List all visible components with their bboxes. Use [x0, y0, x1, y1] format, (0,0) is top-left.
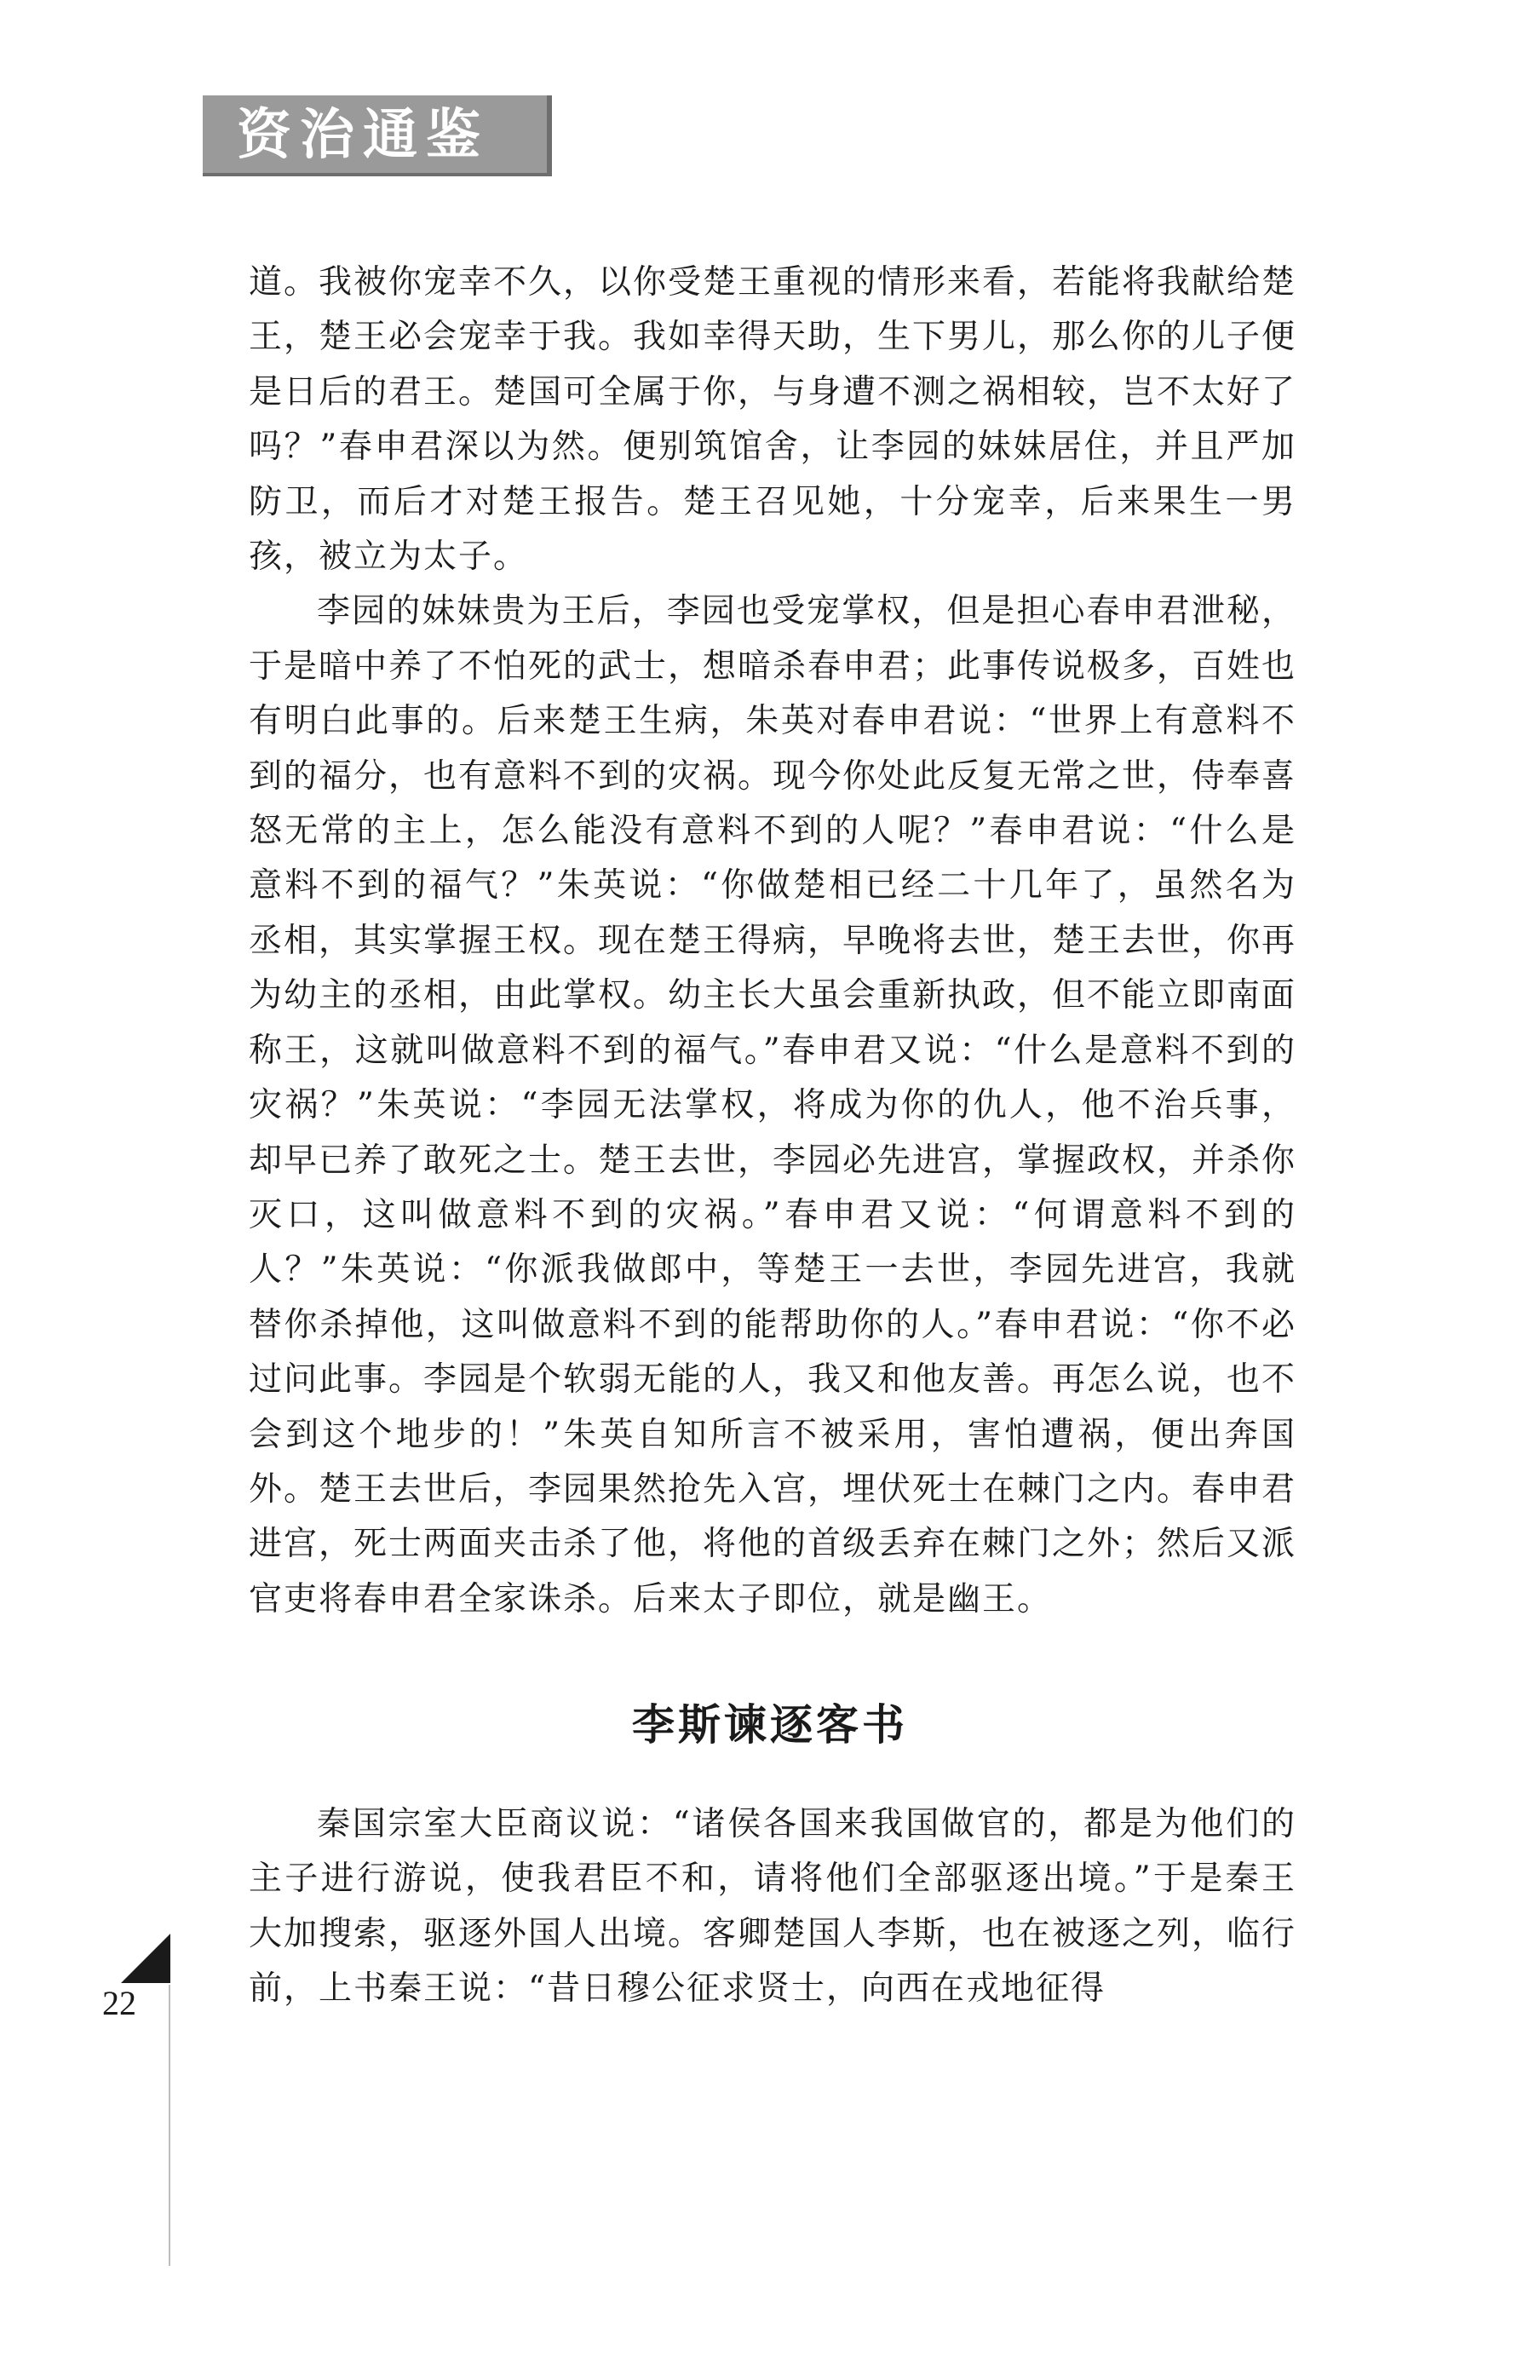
header-banner — [203, 95, 552, 176]
paragraph: 李园的妹妹贵为王后，李园也受宠掌权，但是担心春申君泄秘，于是暗中养了不怕死的武士，想暗杀春申君；此事传说极多，百姓也有明白此事的。后来楚王生病，朱英对春申君说：“世界上有意料不到的福分，也有意料不到的灾祸。现今你处此反复无常之世，侍奉喜怒无常的主上，怎么能没有意料不到的人呢？”春申君说：“什么是意料不到的福气？”朱英说：“你做楚相已经二十几年了，虽然名为丞相，其实掌握王权。现在楚王得病，早晚将去世，楚王去世，你再为幼主的丞相，由此掌权。幼主长大虽会重新执政，但不能立即南面称王，这就叫做意料不到的福气。”春申君又说：“什么是意料不到的灾祸？”朱英说：“李园无法掌权，将成为你的仇人，他不治兵事，却早已养了敢死之士。楚王去世，李园必先进宫，掌握政权，并杀你灭口，这叫做意料不到的灾祸。”春申君又说：“何谓意料不到的人？”朱英说：“你派我做郎中，等楚王一去世，李园先进宫，我就替你杀掉他，这叫做意料不到的能帮助你的人。”春申君说：“你不必过问此事。李园是个软弱无能的人，我又和他友善。再怎么说，也不会到这个地步的！”朱英自知所言不被采用，害怕遭祸，便出奔国外。楚王去世后，李园果然抢先入宫，埋伏死士在棘门之内。春申君进宫，死士两面夹击杀了他，将他的首级丢弃在棘门之外；然后又派官吏将春申君全家诛杀。后来太子即位，就是幽王。 — [249, 592, 1297, 1618]
section-text-block — [249, 1797, 1296, 2017]
corner-triangle-mark — [121, 1934, 170, 1983]
margin-rule — [169, 1985, 170, 2266]
section-heading: 李斯谏逐客书 — [632, 1700, 908, 1750]
page-number: 22 — [102, 1984, 136, 2022]
paragraph: 秦国宗室大臣商议说：“诸侯各国来我国做官的，都是为他们的主子进行游说，使我君臣不和，请将他们全部驱逐出境。”于是秦王大加搜索，驱逐外国人出境。客卿楚国人李斯，也在被逐之列，临行前，上书秦王说：“昔日穆公征求贤士，向西在戎地征得 — [249, 1805, 1297, 2009]
paragraph: 道。我被你宠幸不久，以你受楚王重视的情形来看，若能将我献给楚王，楚王必会宠幸于我。我如幸得天助，生下男儿，那么你的儿子便是日后的君王。楚国可全属于你，与身遭不测之祸相较，岂不太好了吗？”春申君深以为然。便别筑馆舍，让李园的妹妹居住，并且严加防卫，而后才对楚王报告。楚王召见她，十分宠幸，后来果生一男孩，被立为太子。 — [249, 263, 1297, 577]
book-title: 资治通鉴 — [237, 104, 489, 167]
main-text-block — [249, 256, 1296, 1627]
